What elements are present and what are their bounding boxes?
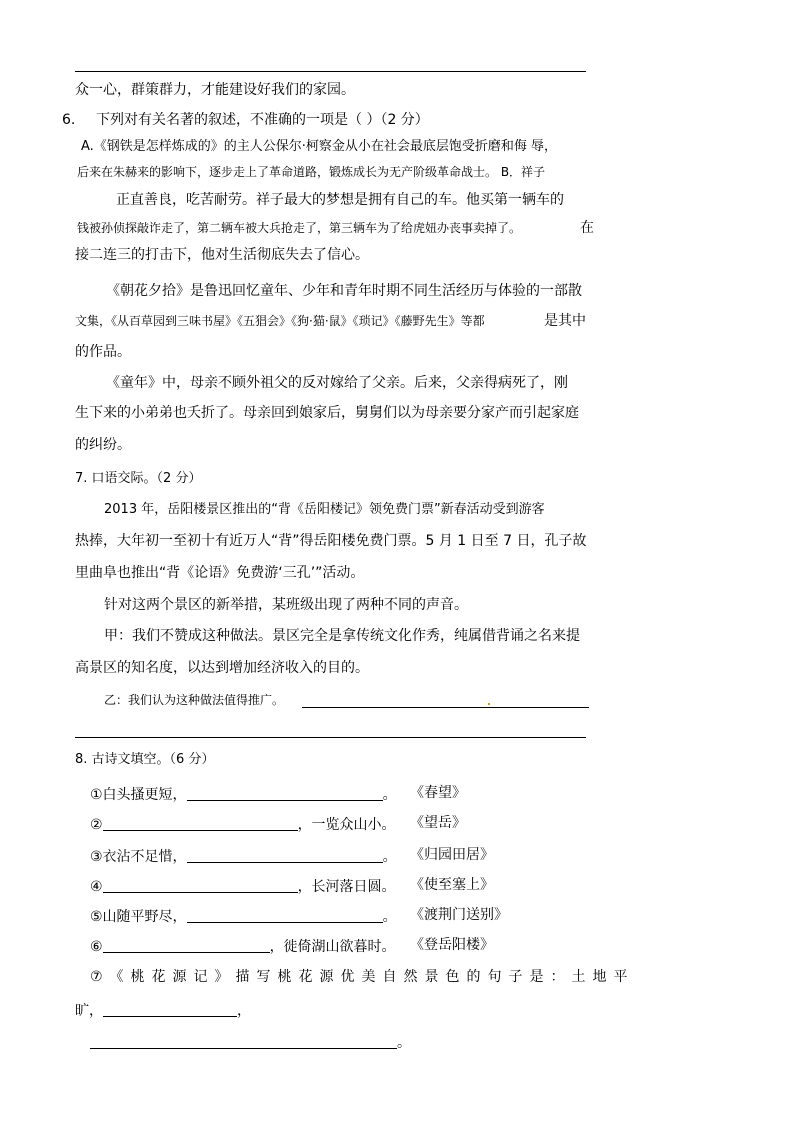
q6-option-c-line3: 的作品。 [75,344,131,360]
q7-answer-line1[interactable] [302,707,589,708]
q8-item-3-prefix: ③衣沾不足惜， [90,849,187,865]
q8-item-6-blank[interactable] [103,938,270,953]
q7-answer-line2[interactable] [75,737,586,738]
q8-item-7-line2-suffix: ， [237,1003,251,1019]
q8-item-7-blank-2[interactable] [90,1034,397,1049]
q8-item-5-source: 《渡荆门送别》 [410,907,508,923]
q6-option-c-line2: 文集，《从百草园到三味书屋》《五猖会》《狗·猫·鼠》《琐记》《藤野先生》等都 [75,314,485,328]
q8-item-6-source: 《登岳阳楼》 [410,937,494,953]
q7-jia-line1: 甲：我们不赞成这种做法。景区完全是拿传统文化作秀，纯属借背诵之名来提 [104,628,580,644]
q7-para1-line1: 2013 年，岳阳楼景区推出的“背《岳阳楼记》领免费门票”新春活动受到游客 [104,502,545,517]
q6-number: 6. [62,112,76,128]
q8-item-4 [90,878,396,894]
q8-item-7-blank-1[interactable] [103,1002,237,1017]
q8-item-2-source: 《望岳》 [410,815,466,831]
q6-option-d-line2: 生下来的小弟弟也夭折了。母亲回到娘家后，舅舅们以为母亲要分家产而引起家庭 [75,405,579,421]
q6-question: 下列对有关名著的叙述，不准确的一项是（ ）（2 分） [96,112,429,128]
q6-option-b-line2-tail: 在 [580,220,594,236]
q8-item-5-suffix: 。 [382,909,397,925]
q8-item-4-blank[interactable] [103,878,298,893]
q8-item-2-prefix: ② [90,817,103,833]
q8-item-4-prefix: ④ [90,879,103,895]
q6-option-c-line1: 《朝花夕拾》是鲁迅回忆童年、少年和青年时期不同生活经历与体验的一部散 [106,283,582,299]
q8-item-4-suffix: ，长河落日圆。 [297,879,396,895]
q8-item-7-line3 [90,1034,411,1050]
q6-option-a-line1: A.《钢铁是怎样炼成的》的主人公保尔·柯察金从小在社会最底层饱受折磨和侮 辱， [81,139,558,154]
q8-item-5-prefix: ⑤山随平野尽， [90,909,187,925]
q8-item-6-prefix: ⑥ [90,939,103,955]
q7-para2: 针对这两个景区的新举措，某班级出现了两种不同的声音。 [104,597,468,613]
q6-option-d-line3: 的纠纷。 [75,437,131,453]
q8-item-7-line1: ⑦《桃花源记》描写桃花源优美自然景色的句子是：土地平 [90,969,635,985]
q6-option-b-line1: 正直善良，吃苦耐劳。祥子最大的梦想是拥有自己的车。他买第一辆车的 [116,192,564,208]
q7-yi-line: 乙：我们认为这种做法值得推广。 [104,693,285,707]
q8-heading: 8. 古诗文填空。（6 分） [75,752,215,767]
q7-jia-line2: 高景区的知名度，以达到增加经济收入的目的。 [75,660,369,676]
q8-item-3-blank[interactable] [187,848,383,863]
q8-item-7-line2 [75,1002,251,1018]
top-rule [75,71,586,72]
q8-item-7-line2-prefix: 旷， [75,1003,103,1019]
q7-para1-line2: 热捧，大年初一至初十有近万人“背”得岳阳楼免费门票。5 月 1 日至 7 日，孔子故 [75,533,587,549]
q8-item-1-blank[interactable] [187,786,383,801]
q8-item-1-source: 《春望》 [410,785,466,801]
q8-item-1-prefix: ①白头搔更短， [90,787,187,803]
stray-mark [488,703,490,705]
q6-option-c-line2-tail: 是其中 [544,313,586,329]
q8-item-1-suffix: 。 [382,787,397,803]
q8-item-2-blank[interactable] [103,816,298,831]
q8-item-6-suffix: ，徙倚湖山欲暮时。 [269,939,396,955]
q8-item-4-source: 《使至塞上》 [410,877,494,893]
q8-item-3 [90,848,397,864]
q6-option-b-line3: 接二连三的打击下，他对生活彻底失去了信心。 [75,247,369,263]
q7-heading: 7. 口语交际。（2 分） [75,471,202,486]
q7-para1-line3: 里曲阜也推出“背《论语》免费游‘三孔’”活动。 [75,565,365,581]
q8-item-6 [90,938,396,954]
q8-item-5-blank[interactable] [187,908,383,923]
q8-item-2 [90,816,396,832]
carryover-line: 众一心，群策群力，才能建设好我们的家园。 [75,82,355,98]
q8-item-3-suffix: 。 [382,849,397,865]
q8-item-2-suffix: ，一览众山小。 [297,817,396,833]
q6-option-d-line1: 《童年》中，母亲不顾外祖父的反对嫁给了父亲。后来，父亲得病死了，刚 [106,375,568,391]
q8-item-5 [90,908,397,924]
q6-option-a-line2: 后来在朱赫来的影响下，逐步走上了革命道路，锻炼成长为无产阶级革命战士。 B．祥子 [77,165,546,179]
q8-item-3-source: 《归园田居》 [410,847,494,863]
q8-item-7-line3-suffix: 。 [397,1035,411,1051]
q8-item-1 [90,786,397,802]
q6-option-b-line2: 钱被孙侦探敲诈走了，第二辆车被大兵抢走了，第三辆车为了给虎妞办丧事卖掉了。 [77,221,522,235]
